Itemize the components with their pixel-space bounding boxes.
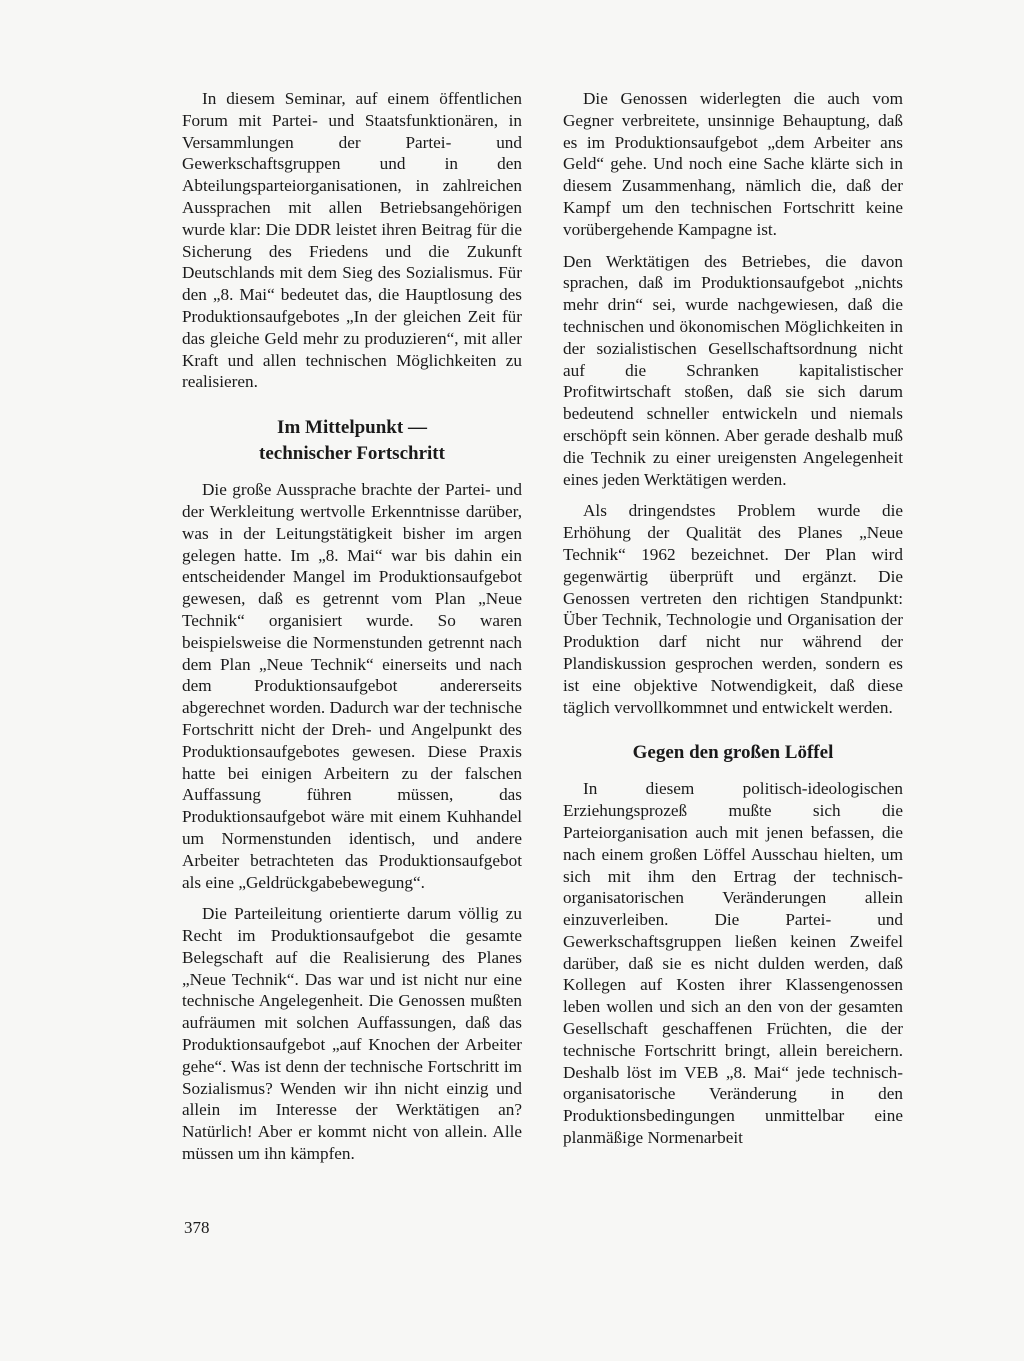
paragraph: Die Genossen widerlegten die auch vom Gegner verbreitete, unsinnige Behauptung, daß es im Produktionsaufgebot „dem Arbeiter ans Geld“ gehe. Und noch eine Sache klärte sich in diesem Zusammenhang, nämlich die, daß der Kampf um den technischen Fortschritt keine vorübergehende Kampagne ist. — [563, 89, 903, 239]
paragraph: Als dringendstes Problem wurde die Erhöhung der Qualität des Planes „Neue Technik“ 1962 bezeichnet. Der Plan wird gegenwärtig überprüft und ergänzt. Die Genossen vertreten den richtigen Standpunkt: Über Technik, Technologie und Organisation der Produktion darf nicht nur während der Plandiskussion gesprochen werden, sondern es ist eine objektive Notwendigkeit, daß diese täglich vervollkommnet und entwickelt werden. — [563, 501, 903, 717]
paragraph: In diesem politisch-ideologischen Erziehungsprozeß mußte sich die Parteiorganisation auch mit jenen befassen, die nach einem großen Löffel Ausschau hielten, um sich mit ihm den Ertrag der technisch-organisatorischen Veränderungen allein einzuverleiben. Die Partei- und Gewerkschaftsgruppen ließen keinen Zweifel darüber, daß sie es nicht dulden werden, daß Kollegen auf Kosten ihrer Klassengenossen leben wollen und sich an den von der gesamten Gesellschaft geschaffenen Früchten, die der technische Fortschritt bringt, allein bereichern. Deshalb löst im VEB „8. Mai“ jede technisch-organisatorische Veränderung in den Produktionsbedingungen unmittelbar eine planmäßige Normenarbeit — [563, 779, 903, 1148]
paragraph: Die große Aussprache brachte der Partei- und der Werkleitung wertvolle Erkenntnisse darüber, was in der Leitungstätigkeit bisher im argen gelegen hatte. Im „8. Mai“ war bis dahin ein entscheidender Mangel im Produktionsaufgebot gewesen, daß es getrennt vom Plan „Neue Technik“ organisiert wurde. So waren beispielsweise die Normenstunden getrennt nach dem Plan „Neue Technik“ einerseits und nach dem Produktionsaufgebot andererseits abgerechnet worden. Dadurch war der technische Fortschritt nicht der Dreh- und Angelpunkt des Produktionsaufgebotes gewesen. Diese Praxis hatte bei einigen Arbeitern zu der falschen Auffassung führen müssen, das Produktionsaufgebot wäre mit einem Kuhhandel um Normenstunden identisch, und andere Arbeiter betrachteten das Produktionsaufgebot als eine „Geldrückgabebewegung“. — [182, 480, 522, 892]
heading-line: technischer Fortschritt — [259, 443, 445, 465]
heading-line: Gegen den großen Löffel — [632, 742, 834, 764]
left-column — [182, 88, 522, 1175]
right-column — [563, 88, 903, 1159]
heading-line: Im Mittelpunkt — — [277, 417, 427, 439]
paragraph: Die Parteileitung orientierte darum völlig zu Recht im Produktionsaufgebot die gesamte Belegschaft auf die Realisierung des Planes „Neue Technik“. Das war und ist nicht nur eine technische Angelegenheit. Die Genossen mußten aufräumen mit solchen Auffassungen, daß das Produktionsaufgebot „auf Knochen der Arbeiter gehe“. Was ist denn der technische Fortschritt im Sozialismus? Wenden wir ihn nicht einzig und allein im Interesse der Werktätigen an? Natürlich! Aber er kommt nicht von allein. Alle müssen um ihn kämpfen. — [182, 904, 522, 1164]
page-number: 378 — [184, 1218, 210, 1237]
paragraph: In diesem Seminar, auf einem öffentlichen Forum mit Partei- und Staatsfunktionären, in Versammlungen der Partei- und Gewerkschaftsgruppen und in den Abteilungsparteiorganisationen, in zahlreichen Aussprachen mit allen Betriebsangehörigen wurde klar: Die DDR leistet ihren Beitrag für die Sicherung des Friedens und die Zukunft Deutschlands mit dem Sieg des Sozialismus. Für den „8. Mai“ bedeutet das, die Hauptlosung des Produktionsaufgebotes „In der gleichen Zeit für das gleiche Geld mehr zu produzieren“, mit aller Kraft und allen technischen Möglichkeiten zu realisieren. — [182, 89, 522, 392]
paragraph: Den Werktätigen des Betriebes, die davon sprachen, daß im Produktionsaufgebot „nichts mehr drin“ sei, wurde nachgewiesen, daß die technischen und ökonomischen Möglichkeiten in der sozialistischen Gesellschaftsordnung nicht auf die Schranken kapitalistischer Profitwirtschaft stoßen, daß sie sich darum bedeutend schneller entwickeln und niemals erschöpft sein können. Aber gerade deshalb muß die Technik zu einer ureigensten Angelegenheit eines jeden Werktätigen werden. — [563, 251, 903, 489]
section-heading-mittelpunkt — [182, 415, 522, 467]
section-heading-loeffel — [563, 740, 903, 766]
